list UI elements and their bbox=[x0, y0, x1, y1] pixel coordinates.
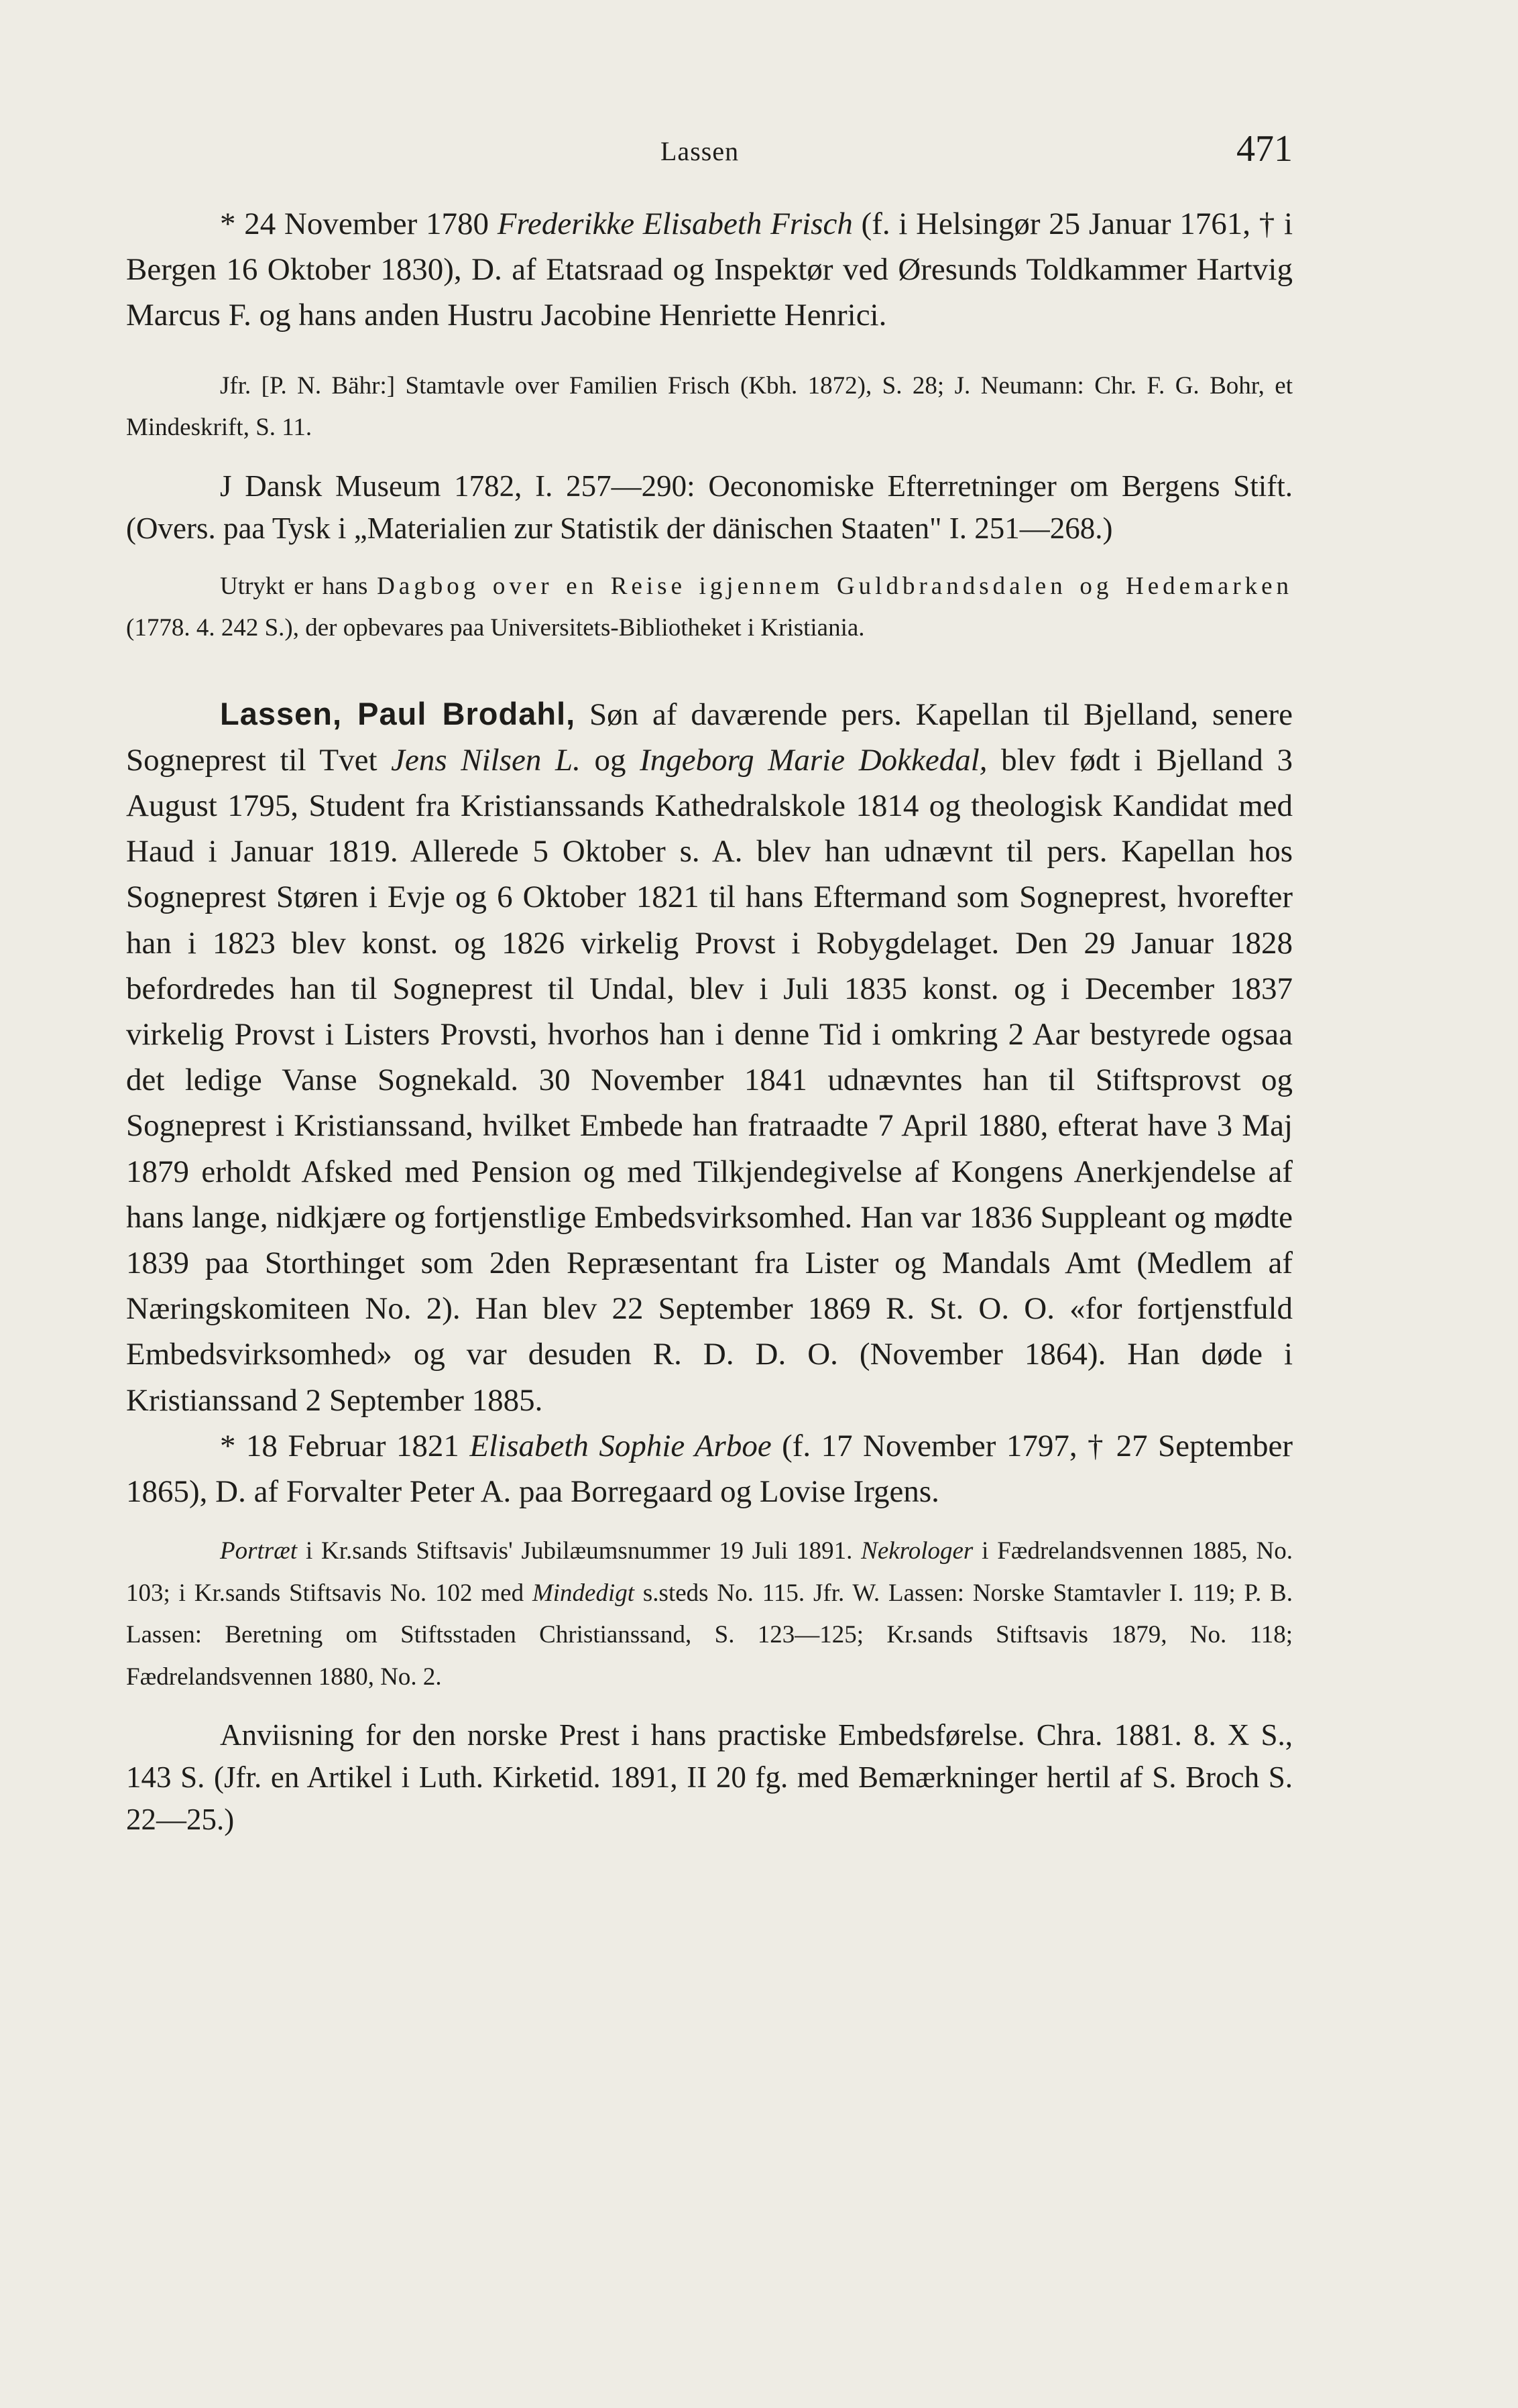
ref-memorial-poem-label: Mindedigt bbox=[532, 1579, 635, 1607]
publication-note-1: J Dansk Museum 1782, I. 257—290: Oeconomiske Efterretninger om Bergens Stift. (Overs. paa Tysk i „Materialien zur Statistik der dänischen Staaten" I. 251—268.) bbox=[126, 469, 1293, 545]
ref-part-c: s.steds No. 115. Jfr. W. Lassen: Norske Stamtavler I. 119; P. B. Lassen: Beretning om Stiftsstaden Christianssand, S. 123—125; Kr.sands Stiftsavis 1879, No. 118; Fædrelandsvennen 1880, No. 2. bbox=[126, 1579, 1293, 1691]
spouse-details-2: (f. 17 November 1797, † 27 September 1865), D. af Forvalter Peter A. paa Borregaard og Lovise Irgens. bbox=[126, 1428, 1293, 1510]
page-number: 471 bbox=[1236, 128, 1293, 170]
bio-body: blev født i Bjelland 3 August 1795, Student fra Kristianssands Kathedralskole 1814 og theologisk Kandidat med Haud i Januar 1819. Allerede 5 Oktober s. A. blev han udnævnt til pers. Kapellan hos Sogneprest Støren i Evje og 6 Oktober 1821 til hans Eftermand som Sogneprest, hvorefter han i 1823 blev konst. og 1826 virkelig Provst i Robygdelaget. Den 29 Januar 1828 befordredes han til Sogneprest til Undal, blev i Juli 1835 konst. og i December 1837 virkelig Provst i Listers Provsti, hvorhos han i denne Tid i omkring 2 Aar bestyrede ogsaa det ledige Vanse Sognekald. 30 November 1841 udnævntes han til Stiftsprovst og Sogneprest i Kristianssand, hvilket Embede han fratraadte 7 April 1880, efterat have 3 Maj 1879 erholdt Afsked med Pension og med Tilkjendegivelse af Kongens Anerkjendelse af hans lange, nidkjære og fortjenstlige Embedsvirksomhed. Han var 1836 Suppleant og mødte 1839 paa Storthinget som 2den Repræsentant fra Lister og Mandals Amt (Medlem af Næringskomiteen No. 2). Han blev 22 September 1869 R. St. O. O. «for fortjenstfuld Embedsvirksomhed» og var desuden R. D. D. O. (November 1864). Han døde i Kristianssand 2 September 1885. bbox=[126, 742, 1293, 1418]
biography-paragraph bbox=[126, 691, 1293, 1423]
reference-note-1: Jfr. [P. N. Bähr:] Stamtavle over Familien Frisch (Kbh. 1872), S. 28; J. Neumann: Chr. F. G. Bohr, et Mindeskrift, S. 11. bbox=[126, 371, 1293, 442]
ref-part-b: i Fædrelandsvennen 1885, No. 103; i Kr.sands Stiftsavis No. 102 med bbox=[126, 1537, 1293, 1607]
spouse-paragraph-1 bbox=[126, 201, 1293, 339]
diary-intro: Utrykt er hans bbox=[220, 572, 377, 600]
ref-obituaries-label: Nekrologer bbox=[861, 1537, 974, 1565]
diary-title: Dagbog over en Reise igjennem Guldbrandsdalen og Hedemarken bbox=[377, 572, 1293, 600]
spouse-paragraph-2 bbox=[126, 1423, 1293, 1514]
page-header bbox=[0, 127, 1518, 188]
bio-intro: Søn af daværende pers. Kapellan til Bjelland, senere Sogneprest til Tvet bbox=[126, 697, 1293, 778]
spouse-name-2: Elisabeth Sophie Arboe bbox=[469, 1428, 772, 1463]
page-body bbox=[126, 201, 1293, 1841]
entry-heading: Lassen, Paul Brodahl, bbox=[220, 695, 576, 731]
diary-details: (1778. 4. 242 S.), der opbevares paa Universitets-Bibliotheket i Kristiania. bbox=[126, 614, 865, 642]
bio-conjunction: og bbox=[580, 742, 640, 778]
reference-note-2 bbox=[126, 1530, 1293, 1698]
spouse-details-1: (f. i Helsingør 25 Januar 1761, † i Bergen 16 Oktober 1830), D. af Etatsraad og Inspektør ved Øresunds Toldkammer Hartvig Marcus F. og hans anden Hustru Jacobine Henriette Henrici. bbox=[126, 206, 1293, 333]
running-head: Lassen bbox=[660, 136, 740, 166]
diary-note bbox=[126, 566, 1293, 650]
mother-name: Ingeborg Marie Dokkedal, bbox=[640, 742, 988, 778]
spouse-name-1: Frederikke Elisabeth Frisch bbox=[497, 206, 853, 241]
father-name: Jens Nilsen L. bbox=[391, 742, 581, 778]
publication-note-2: Anviisning for den norske Prest i hans practiske Embedsførelse. Chra. 1881. 8. X S., 143 S. (Jfr. en Artikel i Luth. Kirketid. 1891, II 20 fg. med Bemærkninger hertil af S. Broch S. 22—25.) bbox=[126, 1718, 1293, 1837]
spouse-date-2: * 18 Februar 1821 bbox=[220, 1428, 470, 1463]
ref-portrait-label: Portræt bbox=[220, 1537, 298, 1565]
spouse-date-1: * 24 November 1780 bbox=[220, 206, 498, 241]
ref-part-a: i Kr.sands Stiftsavis' Jubilæumsnummer 19 Juli 1891. bbox=[297, 1537, 862, 1565]
